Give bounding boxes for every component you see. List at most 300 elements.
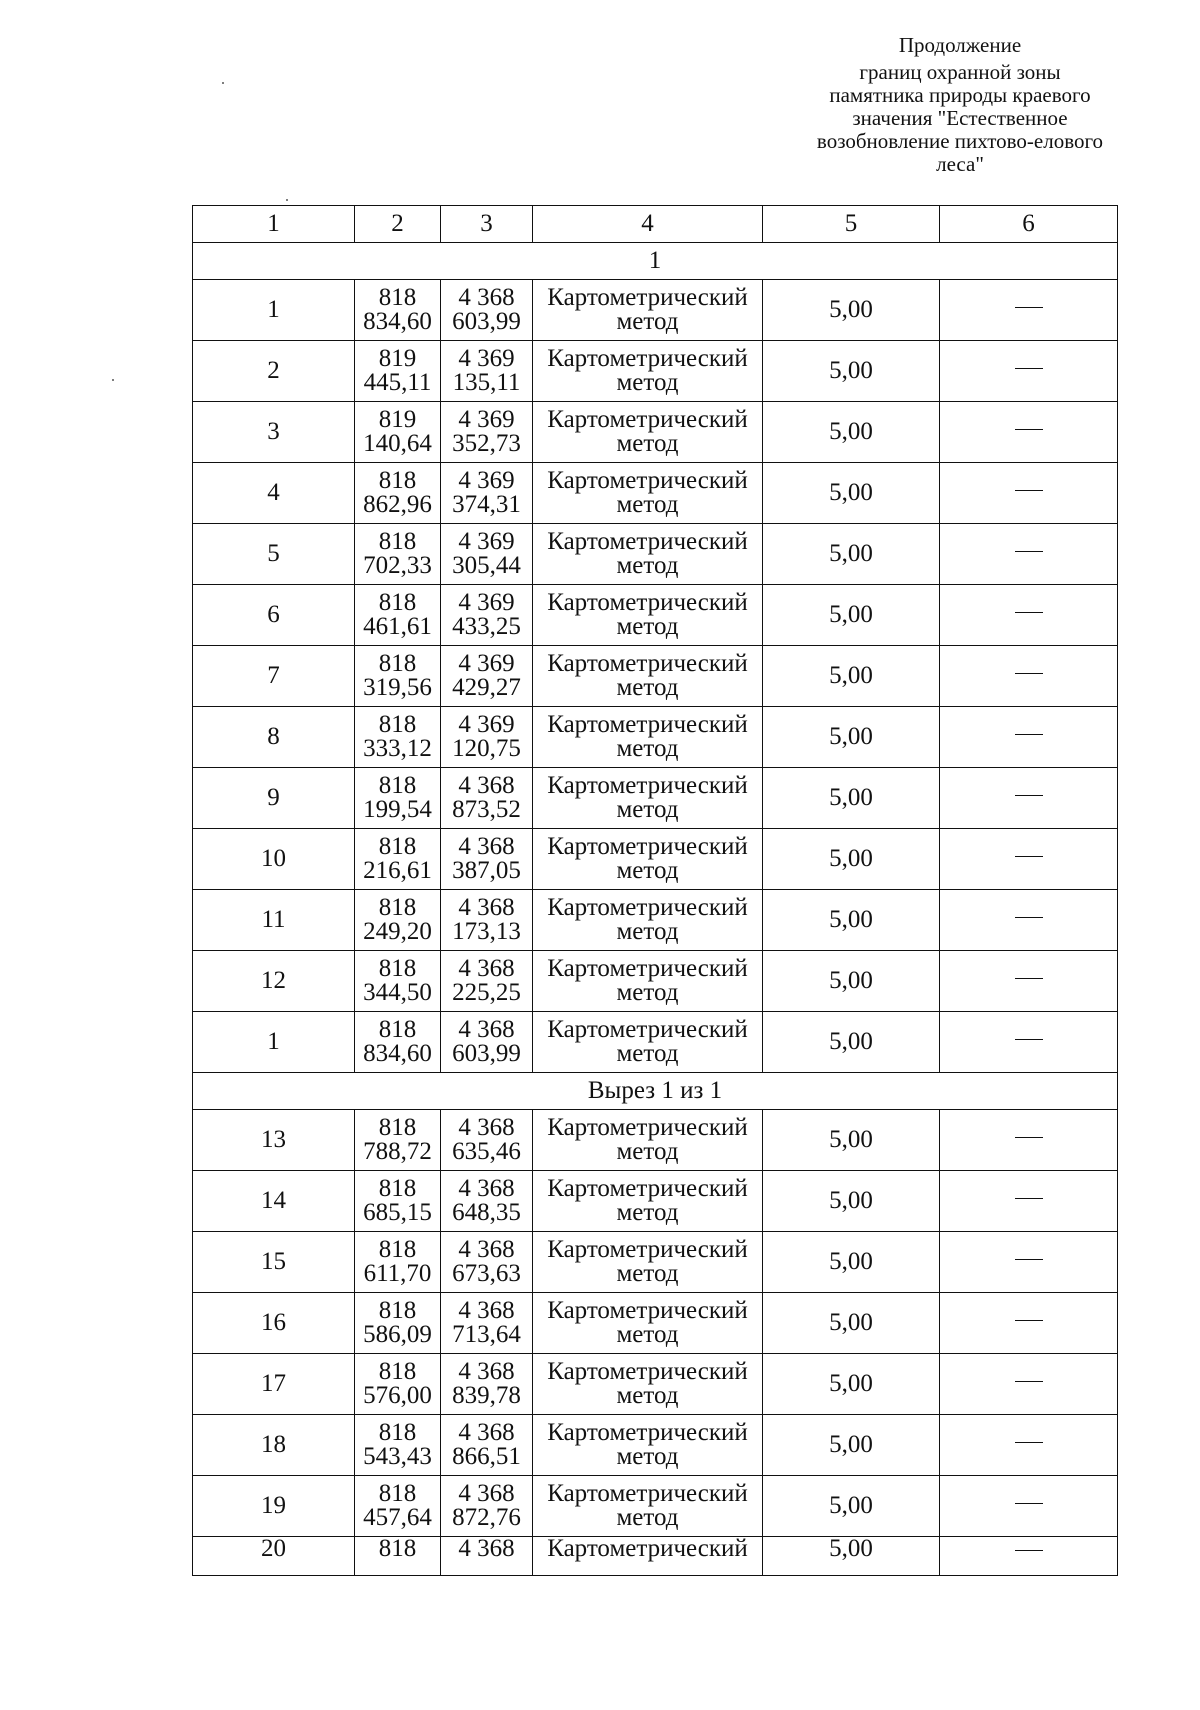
x-coordinate — [355, 707, 441, 768]
accuracy: 5,00 — [763, 890, 940, 951]
y-coordinate — [441, 1415, 533, 1476]
method-line: метод — [616, 918, 679, 945]
method — [533, 1415, 763, 1476]
point-number: 19 — [193, 1476, 355, 1537]
y-coordinate — [441, 1476, 533, 1537]
x-coordinate-line: 461,61 — [363, 613, 432, 640]
dash-line — [1015, 978, 1043, 979]
method-line: Картометрический — [547, 1175, 748, 1202]
point-number: 6 — [193, 585, 355, 646]
table-row — [193, 1293, 1118, 1354]
table-row — [193, 646, 1118, 707]
column-header-row — [193, 206, 1118, 243]
point-number: 15 — [193, 1232, 355, 1293]
point-number: 14 — [193, 1171, 355, 1232]
y-coordinate-line: 4 368 — [458, 955, 515, 982]
table-row — [193, 402, 1118, 463]
method-line: метод — [616, 857, 679, 884]
accuracy: 5,00 — [763, 524, 940, 585]
point-number: 18 — [193, 1415, 355, 1476]
note-cell — [940, 768, 1118, 829]
point-number: 1 — [193, 280, 355, 341]
y-coordinate-line: 173,13 — [452, 918, 521, 945]
y-coordinate-line: 120,75 — [452, 735, 521, 762]
scan-speck — [222, 82, 224, 84]
y-coordinate-line: 873,52 — [452, 796, 521, 823]
y-coordinate — [441, 1293, 533, 1354]
accuracy: 5,00 — [763, 1293, 940, 1354]
accuracy: 5,00 — [763, 1537, 940, 1576]
method-line: Картометрический — [547, 284, 748, 311]
method-line: метод — [616, 1199, 679, 1226]
x-coordinate-line: 818 — [378, 1236, 417, 1263]
y-coordinate-line: 4 368 — [458, 1480, 515, 1507]
x-coordinate — [355, 1110, 441, 1171]
method — [533, 707, 763, 768]
note-cell — [940, 1415, 1118, 1476]
x-coordinate — [355, 585, 441, 646]
x-coordinate-line: 834,60 — [363, 308, 432, 335]
x-coordinate-line: 818 — [378, 467, 417, 494]
table-row — [193, 1171, 1118, 1232]
method — [533, 280, 763, 341]
method — [533, 768, 763, 829]
accuracy: 5,00 — [763, 1232, 940, 1293]
y-coordinate-line: 673,63 — [452, 1260, 521, 1287]
x-coordinate-line: 199,54 — [363, 796, 432, 823]
note-cell — [940, 890, 1118, 951]
accuracy: 5,00 — [763, 829, 940, 890]
accuracy: 5,00 — [763, 1415, 940, 1476]
column-header: 4 — [533, 206, 763, 243]
x-coordinate — [355, 1171, 441, 1232]
x-coordinate-line: 818 — [378, 1114, 417, 1141]
y-coordinate — [441, 341, 533, 402]
table-row — [193, 1537, 1118, 1576]
x-coordinate-line: 249,20 — [363, 918, 432, 945]
x-coordinate-line: 862,96 — [363, 491, 432, 518]
y-coordinate-line: 4 369 — [458, 650, 515, 677]
x-coordinate-line: 818 — [378, 1016, 417, 1043]
dash-line — [1015, 612, 1043, 613]
column-header: 5 — [763, 206, 940, 243]
table-row — [193, 829, 1118, 890]
y-coordinate — [441, 463, 533, 524]
x-coordinate-line: 818 — [378, 1419, 417, 1446]
point-number: 2 — [193, 341, 355, 402]
x-coordinate — [355, 1232, 441, 1293]
y-coordinate — [441, 768, 533, 829]
y-coordinate — [441, 1354, 533, 1415]
dash-line — [1015, 307, 1043, 308]
method — [533, 1171, 763, 1232]
table-row — [193, 1232, 1118, 1293]
table-row — [193, 280, 1118, 341]
section-title: Вырез 1 из 1 — [193, 1073, 1118, 1110]
method-line: Картометрический — [547, 589, 748, 616]
dash-line — [1015, 1259, 1043, 1260]
y-coordinate-line: 4 368 — [458, 894, 515, 921]
method — [533, 463, 763, 524]
accuracy: 5,00 — [763, 1171, 940, 1232]
note-cell — [940, 341, 1118, 402]
table-row — [193, 1012, 1118, 1073]
y-coordinate-line: 225,25 — [452, 979, 521, 1006]
y-coordinate — [441, 1171, 533, 1232]
x-coordinate — [355, 890, 441, 951]
table-row — [193, 768, 1118, 829]
column-header: 3 — [441, 206, 533, 243]
point-number: 4 — [193, 463, 355, 524]
method-line: Картометрический — [547, 833, 748, 860]
accuracy: 5,00 — [763, 1012, 940, 1073]
note-cell — [940, 951, 1118, 1012]
table-row — [193, 1110, 1118, 1171]
point-number: 12 — [193, 951, 355, 1012]
note-cell — [940, 402, 1118, 463]
x-coordinate-line: 319,56 — [363, 674, 432, 701]
y-coordinate-line: 4 369 — [458, 711, 515, 738]
y-coordinate-line: 135,11 — [452, 369, 521, 396]
table-row — [193, 890, 1118, 951]
y-coordinate-line: 839,78 — [452, 1382, 521, 1409]
method — [533, 1354, 763, 1415]
method-line: Картометрический — [547, 467, 748, 494]
dash-line — [1015, 917, 1043, 918]
note-cell — [940, 1354, 1118, 1415]
subtitle-line: памятника природы краевого — [829, 83, 1091, 107]
y-coordinate — [441, 402, 533, 463]
method: Картометрический — [533, 1537, 763, 1576]
x-coordinate-line: 819 — [378, 345, 417, 372]
y-coordinate-line: 4 368 — [458, 833, 515, 860]
table-row — [193, 341, 1118, 402]
x-coordinate-line: 818 — [378, 1175, 417, 1202]
method-line: метод — [616, 491, 679, 518]
method-line: метод — [616, 1040, 679, 1067]
x-coordinate — [355, 1293, 441, 1354]
y-coordinate-line: 4 369 — [458, 528, 515, 555]
point-number: 5 — [193, 524, 355, 585]
y-coordinate — [441, 524, 533, 585]
y-coordinate — [441, 707, 533, 768]
note-cell — [940, 1537, 1118, 1576]
method — [533, 341, 763, 402]
x-coordinate — [355, 1012, 441, 1073]
y-coordinate-line: 4 369 — [458, 345, 515, 372]
dash-line — [1015, 1320, 1043, 1321]
method-line: Картометрический — [547, 345, 748, 372]
document-header — [780, 34, 1140, 176]
y-coordinate-line: 374,31 — [452, 491, 521, 518]
y-coordinate — [441, 280, 533, 341]
y-coordinate-line: 387,05 — [452, 857, 521, 884]
y-coordinate — [441, 585, 533, 646]
table-body — [193, 206, 1118, 1576]
point-number: 10 — [193, 829, 355, 890]
point-number: 7 — [193, 646, 355, 707]
accuracy: 5,00 — [763, 707, 940, 768]
method-line: Картометрический — [547, 1297, 748, 1324]
method-line: Картометрический — [547, 650, 748, 677]
x-coordinate-line: 702,33 — [363, 552, 432, 579]
x-coordinate-line: 543,43 — [363, 1443, 432, 1470]
method-line: метод — [616, 735, 679, 762]
method-line: метод — [616, 674, 679, 701]
accuracy: 5,00 — [763, 1476, 940, 1537]
section-title: 1 — [193, 243, 1118, 280]
note-cell — [940, 646, 1118, 707]
x-coordinate-line: 576,00 — [363, 1382, 432, 1409]
y-coordinate — [441, 890, 533, 951]
note-cell — [940, 1232, 1118, 1293]
y-coordinate: 4 368 — [441, 1537, 533, 1576]
y-coordinate-line: 4 368 — [458, 1016, 515, 1043]
x-coordinate-line: 344,50 — [363, 979, 432, 1006]
y-coordinate-line: 4 368 — [458, 284, 515, 311]
method-line: метод — [616, 552, 679, 579]
x-coordinate-line: 818 — [378, 1480, 417, 1507]
y-coordinate — [441, 1012, 533, 1073]
scan-speck — [286, 199, 288, 201]
method — [533, 890, 763, 951]
y-coordinate-line: 4 369 — [458, 589, 515, 616]
x-coordinate — [355, 524, 441, 585]
method-line: метод — [616, 1504, 679, 1531]
method-line: метод — [616, 369, 679, 396]
column-header: 1 — [193, 206, 355, 243]
note-cell — [940, 829, 1118, 890]
accuracy: 5,00 — [763, 280, 940, 341]
y-coordinate-line: 4 368 — [458, 1297, 515, 1324]
x-coordinate — [355, 646, 441, 707]
x-coordinate-line: 818 — [378, 589, 417, 616]
dash-line — [1015, 490, 1043, 491]
y-coordinate-line: 433,25 — [452, 613, 521, 640]
subtitle-line: границ охранной зоны — [859, 60, 1061, 84]
point-number: 17 — [193, 1354, 355, 1415]
method-line: метод — [616, 1138, 679, 1165]
x-coordinate — [355, 1354, 441, 1415]
x-coordinate-line: 216,61 — [363, 857, 432, 884]
x-coordinate-line: 788,72 — [363, 1138, 432, 1165]
y-coordinate-line: 603,99 — [452, 308, 521, 335]
table-row — [193, 1415, 1118, 1476]
dash-line — [1015, 1137, 1043, 1138]
dash-line — [1015, 795, 1043, 796]
method-line: метод — [616, 1321, 679, 1348]
accuracy: 5,00 — [763, 646, 940, 707]
coordinates-table — [192, 205, 1118, 1576]
point-number: 20 — [193, 1537, 355, 1576]
dash-line — [1015, 551, 1043, 552]
method-line: метод — [616, 1443, 679, 1470]
y-coordinate-line: 4 368 — [458, 1358, 515, 1385]
method-line: Картометрический — [547, 1358, 748, 1385]
point-number: 3 — [193, 402, 355, 463]
accuracy: 5,00 — [763, 768, 940, 829]
y-coordinate-line: 4 368 — [458, 1236, 515, 1263]
x-coordinate-line: 818 — [378, 650, 417, 677]
note-cell — [940, 463, 1118, 524]
y-coordinate — [441, 1232, 533, 1293]
x-coordinate-line: 818 — [378, 833, 417, 860]
method — [533, 1232, 763, 1293]
table-row — [193, 463, 1118, 524]
x-coordinate — [355, 402, 441, 463]
method-line: Картометрический — [547, 1114, 748, 1141]
y-coordinate-line: 872,76 — [452, 1504, 521, 1531]
y-coordinate — [441, 646, 533, 707]
y-coordinate — [441, 829, 533, 890]
x-coordinate-line: 333,12 — [363, 735, 432, 762]
note-cell — [940, 585, 1118, 646]
y-coordinate-line: 866,51 — [452, 1443, 521, 1470]
x-coordinate — [355, 1415, 441, 1476]
method-line: Картометрический — [547, 1419, 748, 1446]
note-cell — [940, 707, 1118, 768]
method-line: Картометрический — [547, 894, 748, 921]
x-coordinate-line: 818 — [378, 955, 417, 982]
x-coordinate — [355, 768, 441, 829]
method — [533, 646, 763, 707]
dash-line — [1015, 1381, 1043, 1382]
y-coordinate-line: 648,35 — [452, 1199, 521, 1226]
y-coordinate — [441, 951, 533, 1012]
x-coordinate-line: 685,15 — [363, 1199, 432, 1226]
section-title-row — [193, 243, 1118, 280]
note-cell — [940, 1476, 1118, 1537]
dash-line — [1015, 1503, 1043, 1504]
point-number: 1 — [193, 1012, 355, 1073]
x-coordinate — [355, 341, 441, 402]
note-cell — [940, 524, 1118, 585]
column-header: 2 — [355, 206, 441, 243]
method — [533, 951, 763, 1012]
x-coordinate-line: 818 — [378, 772, 417, 799]
method-line: метод — [616, 796, 679, 823]
method-line: Картометрический — [547, 955, 748, 982]
method — [533, 1110, 763, 1171]
method-line: Картометрический — [547, 1480, 748, 1507]
x-coordinate — [355, 829, 441, 890]
method — [533, 829, 763, 890]
column-header: 6 — [940, 206, 1118, 243]
method-line: метод — [616, 308, 679, 335]
x-coordinate-line: 818 — [378, 1297, 417, 1324]
note-cell — [940, 1012, 1118, 1073]
x-coordinate-line: 818 — [378, 1358, 417, 1385]
dash-line — [1015, 1550, 1043, 1551]
x-coordinate-line: 818 — [378, 528, 417, 555]
table-row — [193, 707, 1118, 768]
dash-line — [1015, 1198, 1043, 1199]
dash-line — [1015, 368, 1043, 369]
y-coordinate-line: 4 369 — [458, 406, 515, 433]
dash-line — [1015, 1442, 1043, 1443]
accuracy: 5,00 — [763, 402, 940, 463]
dash-line — [1015, 429, 1043, 430]
x-coordinate — [355, 280, 441, 341]
accuracy: 5,00 — [763, 1354, 940, 1415]
x-coordinate — [355, 463, 441, 524]
point-number: 9 — [193, 768, 355, 829]
method-line: Картометрический — [547, 1016, 748, 1043]
note-cell — [940, 1171, 1118, 1232]
x-coordinate-line: 834,60 — [363, 1040, 432, 1067]
method — [533, 1476, 763, 1537]
method — [533, 585, 763, 646]
method-line: Картометрический — [547, 772, 748, 799]
y-coordinate-line: 352,73 — [452, 430, 521, 457]
method-line: метод — [616, 1260, 679, 1287]
method-line: метод — [616, 979, 679, 1006]
table-row — [193, 585, 1118, 646]
dash-line — [1015, 1039, 1043, 1040]
point-number: 13 — [193, 1110, 355, 1171]
table-row — [193, 1476, 1118, 1537]
x-coordinate — [355, 951, 441, 1012]
point-number: 8 — [193, 707, 355, 768]
method — [533, 1293, 763, 1354]
y-coordinate-line: 713,64 — [452, 1321, 521, 1348]
section-title-row — [193, 1073, 1118, 1110]
point-number: 11 — [193, 890, 355, 951]
accuracy: 5,00 — [763, 463, 940, 524]
y-coordinate-line: 4 368 — [458, 772, 515, 799]
y-coordinate-line: 635,46 — [452, 1138, 521, 1165]
dash-line — [1015, 856, 1043, 857]
y-coordinate-line: 4 368 — [458, 1419, 515, 1446]
method — [533, 1012, 763, 1073]
note-cell — [940, 1110, 1118, 1171]
method — [533, 402, 763, 463]
continuation-label: Продолжение — [898, 33, 1022, 57]
method-line: Картометрический — [547, 406, 748, 433]
dash-line — [1015, 673, 1043, 674]
method-line: метод — [616, 430, 679, 457]
accuracy: 5,00 — [763, 951, 940, 1012]
x-coordinate-line: 818 — [378, 711, 417, 738]
method-line: Картометрический — [547, 528, 748, 555]
y-coordinate-line: 4 368 — [458, 1175, 515, 1202]
table-row — [193, 524, 1118, 585]
method-line: метод — [616, 613, 679, 640]
scan-speck — [112, 379, 114, 381]
x-coordinate-line: 819 — [378, 406, 417, 433]
method-line: Картометрический — [547, 711, 748, 738]
x-coordinate — [355, 1476, 441, 1537]
y-coordinate-line: 429,27 — [452, 674, 521, 701]
x-coordinate-line: 445,11 — [363, 369, 432, 396]
subtitle-line: леса" — [936, 152, 984, 176]
y-coordinate — [441, 1110, 533, 1171]
subtitle-line: возобновление пихтово-елового — [816, 129, 1104, 153]
x-coordinate-line: 611,70 — [363, 1260, 432, 1287]
accuracy: 5,00 — [763, 585, 940, 646]
method — [533, 524, 763, 585]
note-cell — [940, 1293, 1118, 1354]
x-coordinate-line: 586,09 — [363, 1321, 432, 1348]
x-coordinate: 818 — [355, 1537, 441, 1576]
y-coordinate-line: 305,44 — [452, 552, 521, 579]
y-coordinate-line: 4 368 — [458, 1114, 515, 1141]
x-coordinate-line: 457,64 — [363, 1504, 432, 1531]
table-row — [193, 951, 1118, 1012]
y-coordinate-line: 4 369 — [458, 467, 515, 494]
subtitle-line: значения "Естественное — [852, 106, 1068, 130]
method-line: метод — [616, 1382, 679, 1409]
